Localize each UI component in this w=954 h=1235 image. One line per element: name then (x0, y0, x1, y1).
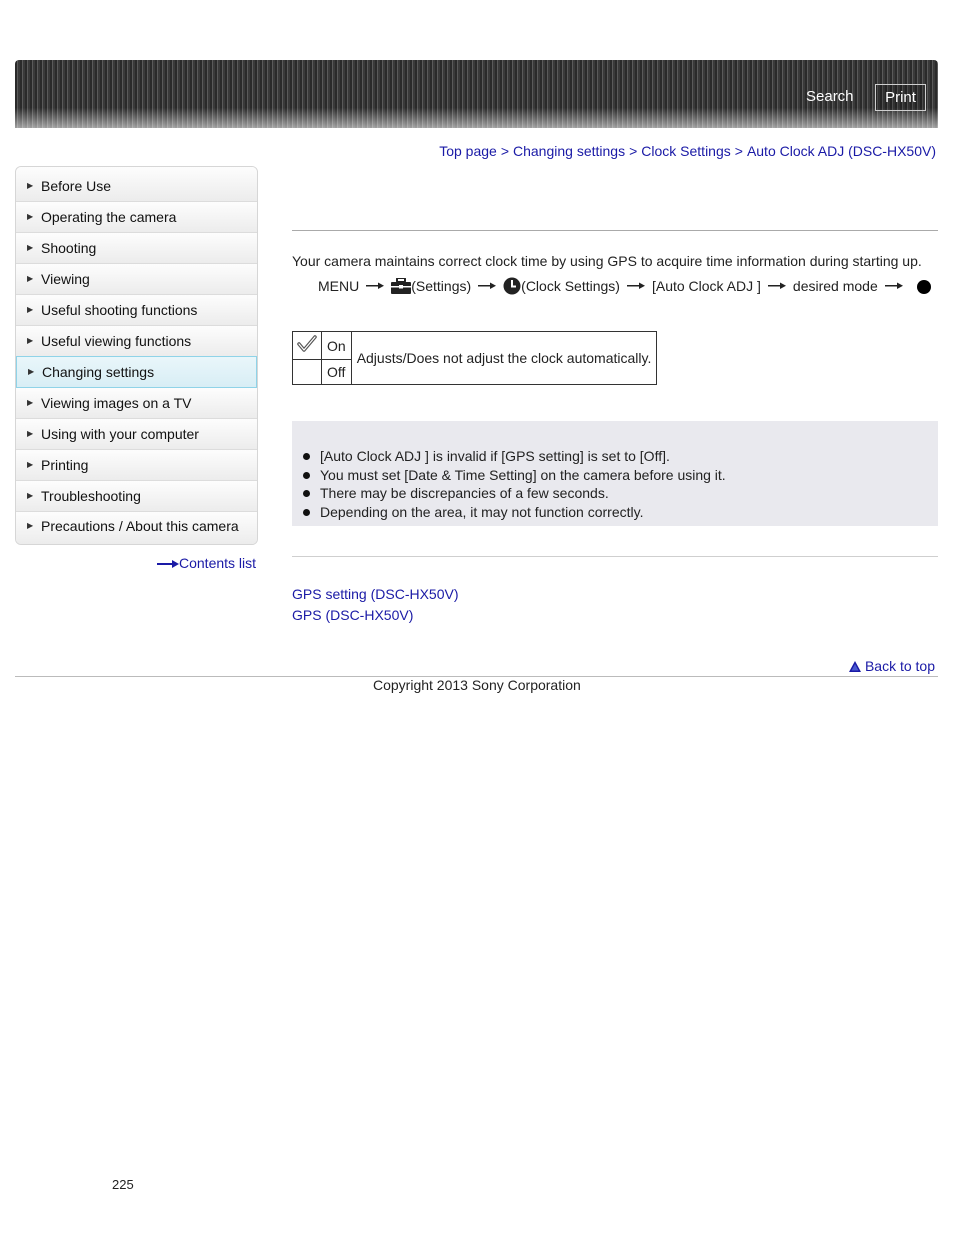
sidebar-item-changing-settings[interactable]: ▶ Changing settings (16, 356, 257, 388)
clock-icon (503, 277, 521, 295)
arrow-right-icon (768, 282, 786, 290)
contents-list-link[interactable]: Contents list (157, 555, 256, 571)
path-item: [Auto Clock ADJ ] (651, 278, 761, 294)
triangle-right-icon: ▶ (27, 429, 34, 438)
option-off: Off (322, 360, 352, 385)
triangle-right-icon: ▶ (27, 181, 34, 190)
note-item: You must set [Date & Time Setting] on the camera before using it. (302, 466, 938, 485)
print-button[interactable]: Print (875, 84, 926, 111)
menu-path (318, 277, 932, 295)
triangle-right-icon: ▶ (27, 521, 34, 530)
copyright-text: Copyright 2013 Sony Corporation (373, 677, 581, 693)
note-item: [Auto Clock ADJ ] is invalid if [GPS setting] is set to [Off]. (302, 447, 938, 466)
arrow-right-icon (366, 282, 384, 290)
path-mode: desired mode (792, 278, 878, 294)
triangle-right-icon: ▶ (27, 491, 34, 500)
default-check-cell (293, 332, 322, 360)
back-to-top-link[interactable]: Back to top (849, 658, 935, 674)
notes-box (292, 421, 938, 526)
path-clock-settings: (Clock Settings) (521, 278, 620, 294)
triangle-right-icon: ▶ (28, 367, 35, 376)
checkmark-icon (297, 335, 317, 353)
triangle-right-icon: ▶ (27, 243, 34, 252)
triangle-right-icon: ▶ (27, 305, 34, 314)
title-divider (292, 230, 938, 231)
empty-cell (293, 360, 322, 385)
arrow-right-icon (885, 282, 903, 290)
page-number: 225 (112, 1177, 134, 1192)
header-banner (15, 60, 938, 128)
sidebar-item-troubleshooting[interactable]: ▶ Troubleshooting (16, 481, 257, 512)
sidebar-item-before-use[interactable]: ▶ Before Use (16, 167, 257, 202)
breadcrumb-top-page[interactable]: Top page (439, 143, 497, 159)
breadcrumb-changing-settings[interactable]: Changing settings (513, 143, 626, 159)
breadcrumb-clock-settings[interactable]: Clock Settings (641, 143, 731, 159)
intro-text: Your camera maintains correct clock time by using GPS to acquire time information during starting up. (292, 253, 922, 269)
sidebar-item-using-with-computer[interactable]: ▶ Using with your computer (16, 419, 257, 450)
breadcrumb-current-page[interactable]: Auto Clock ADJ (DSC-HX50V) (746, 143, 936, 159)
triangle-right-icon: ▶ (27, 336, 34, 345)
related-link-gps[interactable]: GPS (DSC-HX50V) (292, 607, 414, 623)
arrow-right-icon (478, 282, 496, 290)
triangle-right-icon: ▶ (27, 212, 34, 221)
path-menu: MENU (318, 278, 360, 294)
sidebar-item-printing[interactable]: ▶ Printing (16, 450, 257, 481)
arrow-right-icon (627, 282, 645, 290)
note-item: Depending on the area, it may not function correctly. (302, 503, 938, 522)
center-button-icon (910, 277, 932, 295)
path-settings: (Settings) (411, 278, 472, 294)
sidebar-item-precautions[interactable]: ▶ Precautions / About this camera (16, 512, 257, 544)
sidebar-item-operating-the-camera[interactable]: ▶ Operating the camera (16, 202, 257, 233)
arrow-right-icon (157, 560, 179, 568)
sidebar-nav (15, 166, 258, 545)
sidebar-item-viewing[interactable]: ▶ Viewing (16, 264, 257, 295)
related-divider (292, 556, 938, 557)
triangle-right-icon: ▶ (27, 274, 34, 283)
breadcrumb: Top page > Changing settings > Clock Settings > Auto Clock ADJ (DSC-HX50V) (439, 143, 936, 159)
sidebar-item-useful-viewing-functions[interactable]: ▶ Useful viewing functions (16, 326, 257, 357)
triangle-up-icon (849, 661, 861, 672)
triangle-right-icon: ▶ (27, 398, 34, 407)
option-description: Adjusts/Does not adjust the clock automatically. (351, 332, 657, 385)
sidebar-item-viewing-images-on-tv[interactable]: ▶ Viewing images on a TV (16, 388, 257, 419)
option-on: On (322, 332, 352, 360)
sidebar-item-shooting[interactable]: ▶ Shooting (16, 233, 257, 264)
toolbox-icon (391, 278, 411, 294)
options-table (292, 331, 657, 385)
search-button[interactable]: Search (806, 88, 854, 105)
sidebar-item-useful-shooting-functions[interactable]: ▶ Useful shooting functions (16, 295, 257, 326)
triangle-right-icon: ▶ (27, 460, 34, 469)
note-item: There may be discrepancies of a few seconds. (302, 484, 938, 503)
related-link-gps-setting[interactable]: GPS setting (DSC-HX50V) (292, 586, 459, 602)
